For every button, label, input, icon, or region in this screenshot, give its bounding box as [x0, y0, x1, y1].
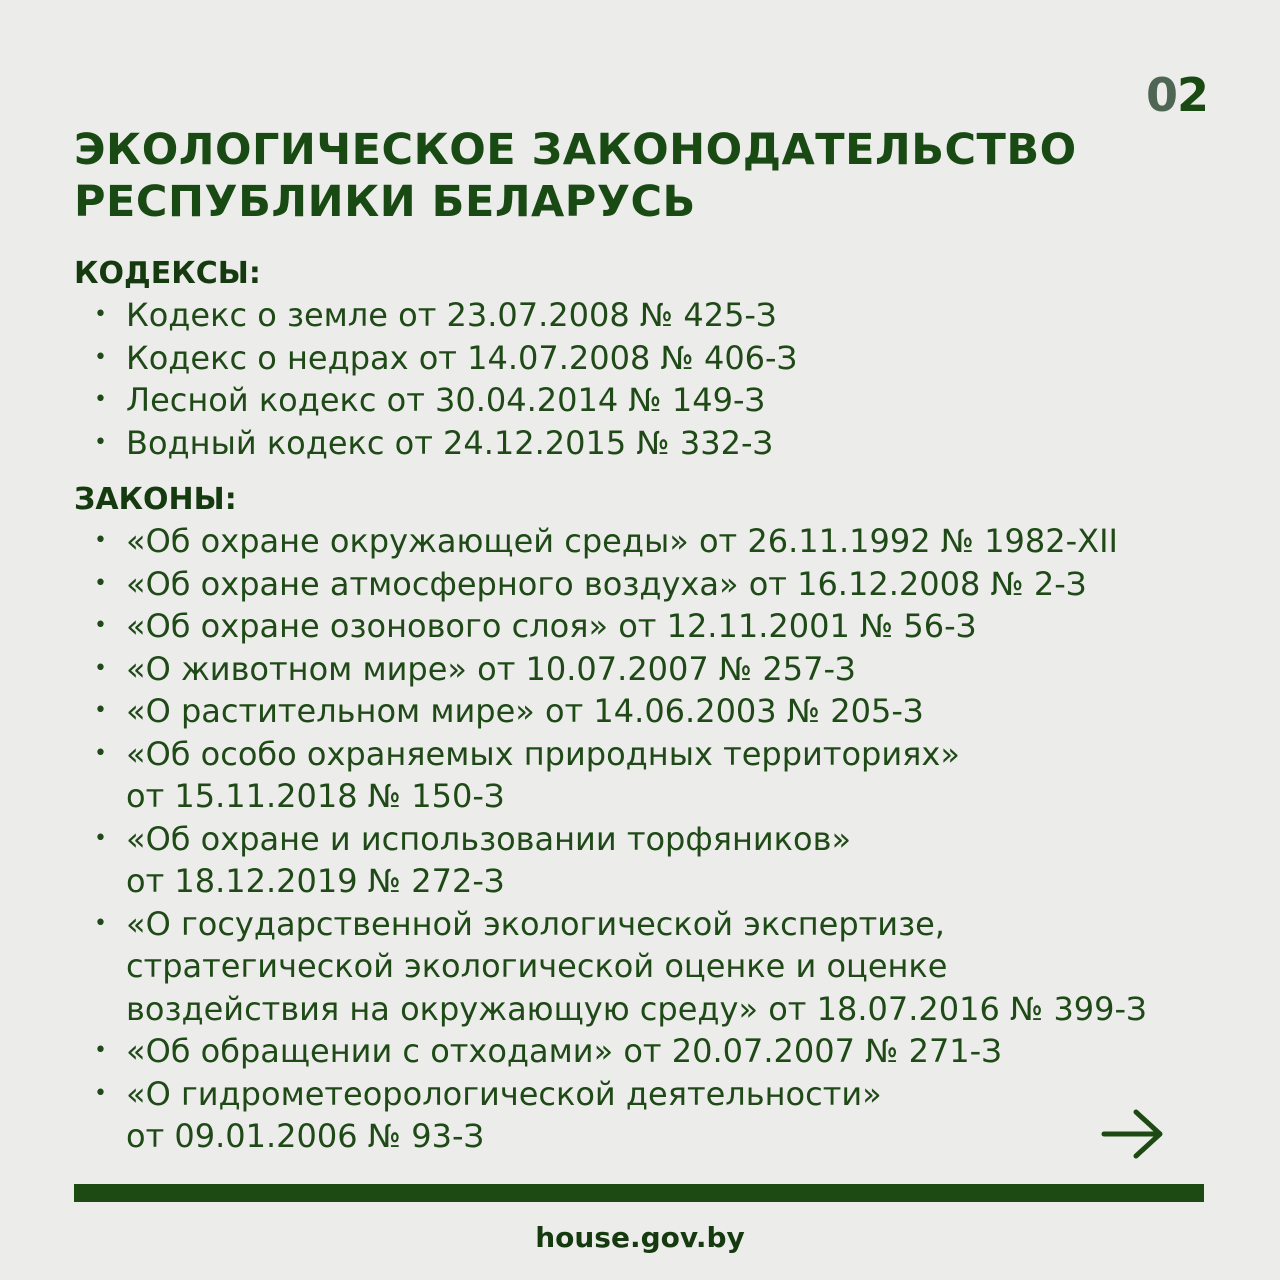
page-title-line: ЭКОЛОГИЧЕСКОЕ ЗАКОНОДАТЕЛЬСТВО	[74, 125, 1077, 175]
bullet-icon: •	[94, 344, 107, 370]
list-item	[74, 733, 1224, 818]
list-item	[74, 379, 1224, 422]
list-item	[74, 337, 1224, 380]
list-item-text: Лесной кодекс от 30.04.2014 № 149-З	[126, 381, 765, 419]
list-item-text: Кодекс о недрах от 14.07.2008 № 406-З	[126, 338, 798, 377]
list-item-text: «Об обращении с отходами» от 20.07.2007 № 271-З	[126, 1032, 1002, 1070]
list-item-text: «Об охране окружающей среды» от 26.11.1992 № 1982-XII	[126, 522, 1118, 560]
page-number	[1145, 68, 1208, 122]
bullet-icon: •	[94, 302, 107, 327]
footer-divider	[74, 1184, 1204, 1202]
laws-heading: ЗАКОНЫ:	[74, 482, 237, 517]
list-item	[74, 1073, 1224, 1158]
bullet-icon: •	[94, 528, 107, 553]
list-item	[74, 903, 1224, 1031]
arrow-right-icon[interactable]	[1100, 1106, 1166, 1162]
bullet-icon: •	[94, 698, 107, 723]
list-item-text: «Об охране атмосферного воздуха» от 16.12.2008 № 2-З	[126, 564, 1087, 603]
list-item	[74, 605, 1224, 648]
footer-site: house.gov.by	[535, 1221, 745, 1254]
content	[74, 254, 1224, 1158]
list-item	[74, 1030, 1224, 1073]
list-item	[74, 690, 1224, 733]
list-item-text: «Об охране озонового слоя» от 12.11.2001 № 56-З	[126, 607, 977, 645]
list-item-text: «О государственной экологической экспертизе, стратегической экологической оценке и оценке воздействия на окружающую среду» от 18.07.2016 № 399-З	[126, 904, 1147, 1028]
bullet-icon: •	[94, 1080, 107, 1106]
list-item-text: «Об охране и использовании торфяников» от 18.12.2019 № 272-З	[126, 819, 852, 900]
page-number-digit: 0	[1145, 68, 1177, 122]
bullet-icon: •	[94, 910, 107, 936]
bullet-icon: •	[94, 740, 107, 766]
list-item	[74, 563, 1224, 606]
bullet-icon: •	[94, 570, 107, 596]
page-number-digit: 2	[1176, 68, 1208, 122]
list-item-text: «О животном мире» от 10.07.2007 № 257-З	[126, 649, 856, 688]
bullet-icon: •	[94, 1038, 107, 1063]
list-item-text: «Об особо охраняемых природных территориях» от 15.11.2018 № 150-З	[126, 734, 960, 815]
list-item	[74, 422, 1224, 465]
bullet-icon: •	[94, 825, 107, 851]
codes-list	[74, 294, 1224, 464]
list-item	[74, 294, 1224, 337]
list-item-text: Кодекс о земле от 23.07.2008 № 425-З	[126, 296, 777, 334]
list-item	[74, 818, 1224, 903]
bullet-icon: •	[94, 613, 107, 638]
list-item-text: «О растительном мире» от 14.06.2003 № 205-З	[126, 692, 924, 730]
laws-list	[74, 520, 1224, 1158]
page-title	[74, 124, 1214, 228]
list-item	[74, 520, 1224, 563]
page-title-line: РЕСПУБЛИКИ БЕЛАРУСЬ	[74, 177, 696, 227]
bullet-icon: •	[94, 655, 107, 681]
bullet-icon: •	[94, 387, 107, 412]
codes-heading: КОДЕКСЫ:	[74, 256, 261, 291]
list-item-text: «О гидрометеорологической деятельности» от 09.01.2006 № 93-З	[126, 1074, 882, 1155]
bullet-icon: •	[94, 429, 107, 455]
list-item	[74, 648, 1224, 691]
list-item-text: Водный кодекс от 24.12.2015 № 332-З	[126, 423, 773, 462]
